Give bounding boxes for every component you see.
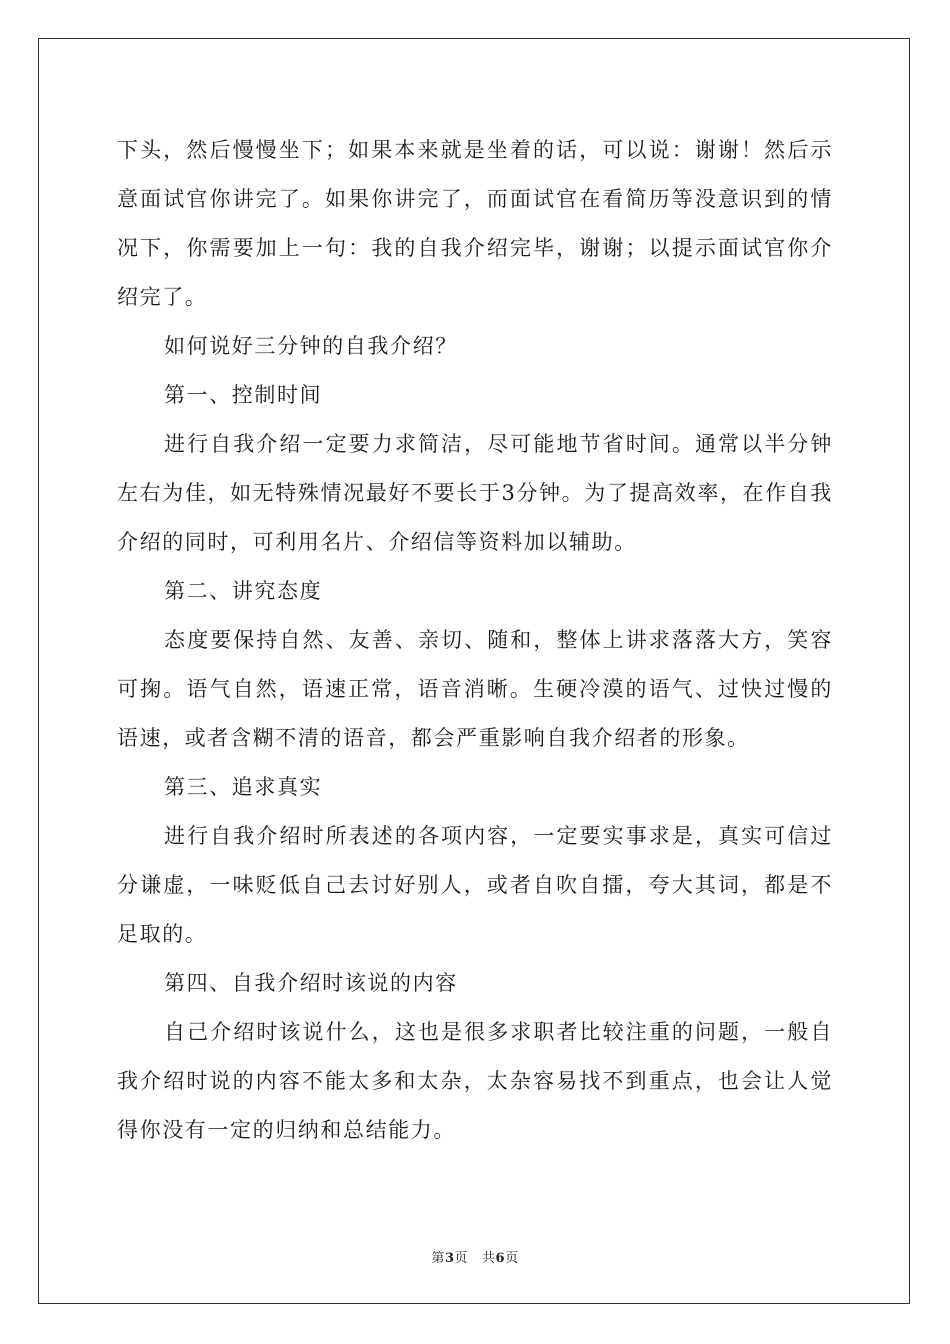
heading-first: 第一、控制时间 <box>164 383 323 407</box>
total-suffix: 页 <box>505 1251 519 1266</box>
page-prefix: 第 <box>431 1251 445 1266</box>
heading-third: 第三、追求真实 <box>164 775 323 799</box>
paragraph-fourth: 自己介绍时该说什么，这也是很多求职者比较注重的问题，一般自我介绍时说的内容不能太多和太杂，太杂容易找不到重点，也会让人觉得你没有一定的归纳和总结能力。 <box>117 1020 833 1142</box>
paragraph-continuation: 下头，然后慢慢坐下；如果本来就是坐着的话，可以说：谢谢！然后示意面试官你讲完了。如果你讲完了，而面试官在看简历等没意识到的情况下，你需要加上一句：我的自我介绍完毕，谢谢；以提示面试官你介绍完了。 <box>117 138 833 309</box>
heading-fourth: 第四、自我介绍时该说的内容 <box>164 971 458 995</box>
total-prefix: 共 <box>482 1251 496 1266</box>
page-suffix: 页 <box>454 1251 468 1266</box>
page-footer <box>0 1247 950 1266</box>
section-question-heading: 如何说好三分钟的自我介绍？ <box>164 334 458 358</box>
document-body <box>117 126 833 1155</box>
page-number: 3 <box>444 1251 455 1266</box>
paragraph-second: 态度要保持自然、友善、亲切、随和，整体上讲求落落大方，笑容可掬。语气自然，语速正常，语音消晰。生硬冷漠的语气、过快过慢的语速，或者含糊不清的语音，都会严重影响自我介绍者的形象。 <box>117 628 833 750</box>
total-pages: 6 <box>495 1251 506 1266</box>
paragraph-third: 进行自我介绍时所表述的各项内容，一定要实事求是，真实可信过分谦虚，一味贬低自己去讨好别人，或者自吹自擂，夸大其词，都是不足取的。 <box>117 824 833 946</box>
heading-second: 第二、讲究态度 <box>164 579 323 603</box>
paragraph-first: 进行自我介绍一定要力求简洁，尽可能地节省时间。通常以半分钟左右为佳，如无特殊情况最好不要长于3分钟。为了提高效率，在作自我介绍的同时，可利用名片、介绍信等资料加以辅助。 <box>117 432 833 554</box>
